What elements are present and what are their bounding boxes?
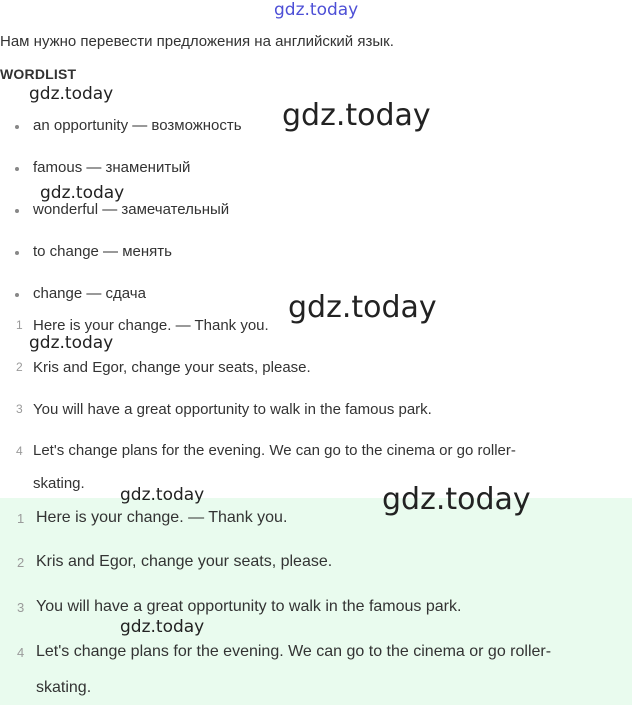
answer-text: Kris and Egor, change your seats, please. — [36, 553, 333, 570]
answer-number: 2 — [17, 555, 25, 570]
sentence-number: 3 — [16, 402, 23, 416]
sentence-text: You will have a great opportunity to walk in the famous park. — [33, 401, 432, 418]
watermark: gdz.today — [382, 482, 531, 517]
watermark: gdz.today — [288, 290, 437, 325]
answer-text: You will have a great opportunity to walk in the famous park. — [36, 598, 462, 615]
bullet-icon — [15, 167, 19, 171]
sentence-text: Kris and Egor, change your seats, please. — [33, 359, 311, 376]
sentence-number: 4 — [16, 444, 23, 458]
wordlist-title: WORDLIST — [0, 66, 77, 82]
watermark: gdz.today — [40, 183, 125, 203]
wordlist-item-text: wonderful — замечательный — [33, 201, 230, 218]
bullet-icon — [15, 125, 19, 129]
wordlist-item-text: change — сдача — [33, 285, 146, 302]
answer-text: Here is your change. — Thank you. — [36, 509, 288, 526]
bullet-icon — [15, 251, 19, 255]
intro-text: Нам нужно перевести предложения на английский язык. — [0, 33, 394, 50]
bullet-icon — [15, 293, 19, 297]
answer-number: 1 — [17, 511, 25, 526]
answer-number: 4 — [17, 645, 25, 660]
watermark: gdz.today — [120, 617, 205, 637]
answer-text: Let's change plans for the evening. We can go to the cinema or go roller- — [36, 643, 552, 660]
answer-text-continued: skating. — [36, 679, 92, 696]
watermark: gdz.today — [120, 485, 205, 505]
watermark-top: gdz.today — [274, 0, 359, 20]
sentence-text: Here is your change. — Thank you. — [33, 317, 269, 334]
answer-number: 3 — [17, 600, 25, 615]
wordlist-item-text: to change — менять — [33, 243, 172, 260]
sentence-text-continued: skating. — [33, 475, 85, 492]
sentence-text: Let's change plans for the evening. We can go to the cinema or go roller- — [33, 442, 516, 459]
watermark: gdz.today — [29, 333, 114, 353]
bullet-icon — [15, 209, 19, 213]
sentence-number: 1 — [16, 318, 23, 332]
sentence-number: 2 — [16, 360, 23, 374]
wordlist-item-text: an opportunity — возможность — [33, 117, 242, 134]
watermark: gdz.today — [282, 98, 431, 133]
watermark: gdz.today — [29, 84, 114, 104]
wordlist-item-text: famous — знаменитый — [33, 159, 191, 176]
